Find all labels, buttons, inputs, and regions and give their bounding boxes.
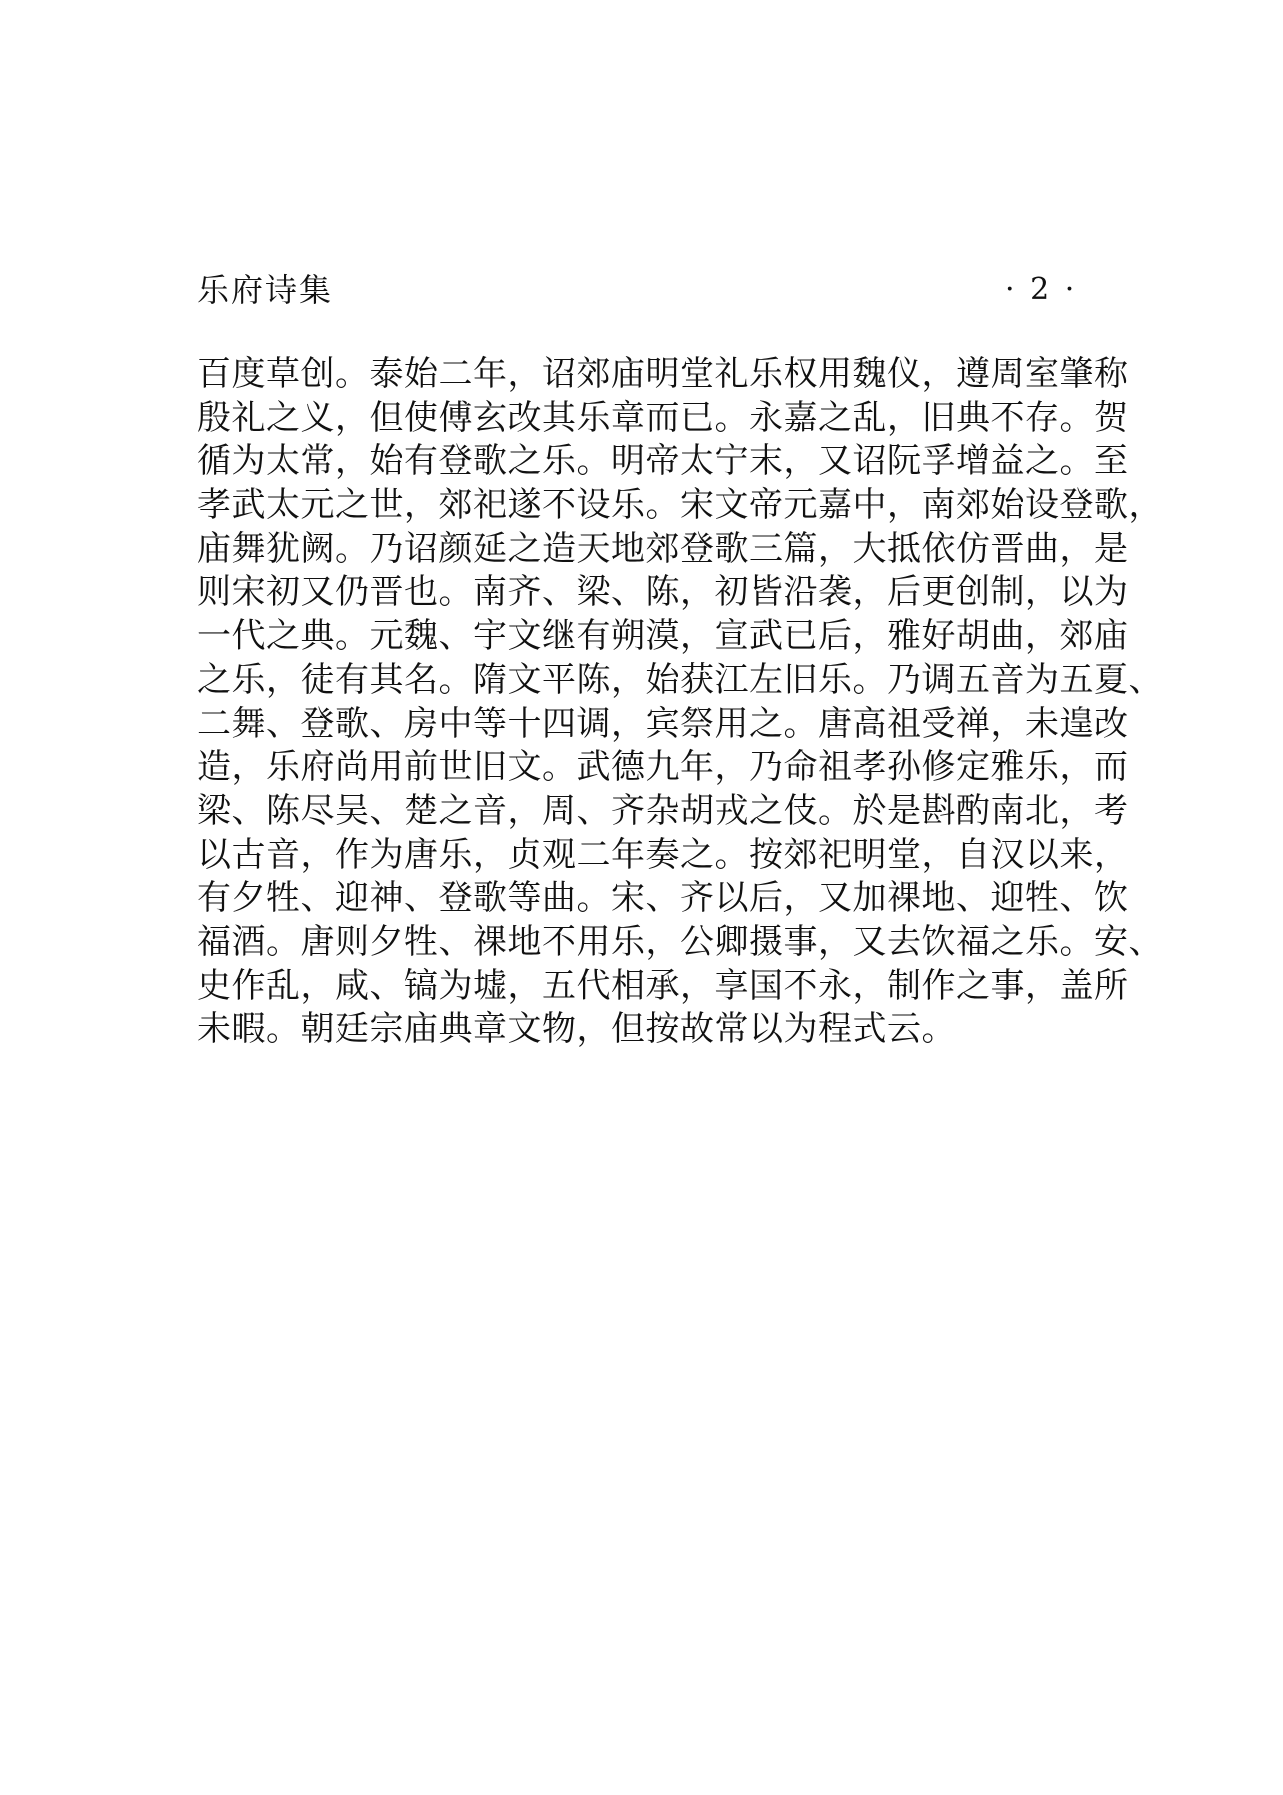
text-line: 有夕牲、迎神、登歌等曲。宋、齐以后，又加祼地、迎牲、饮 (197, 878, 1129, 919)
text-line: 之乐，徒有其名。隋文平陈，始获江左旧乐。乃调五音为五夏、 (197, 659, 1163, 700)
text-line: 造，乐府尚用前世旧文。武德九年，乃命祖孝孙修定雅乐，而 (197, 747, 1129, 788)
text-line: 庙舞犹阙。乃诏颜延之造天地郊登歌三篇，大抵依仿晋曲，是 (197, 528, 1129, 569)
text-line: 史作乱，咸、镐为墟，五代相承，享国不永，制作之事，盖所 (197, 965, 1129, 1006)
text-line: 循为太常，始有登歌之乐。明帝太宁末，又诏阮孚增益之。至 (197, 441, 1129, 482)
body-text (197, 353, 1163, 1052)
text-line: 福酒。唐则夕牲、祼地不用乐，公卿摄事，又去饮福之乐。安、 (197, 921, 1163, 962)
text-line: 以古音，作为唐乐，贞观二年奏之。按郊祀明堂，自汉以来， (197, 834, 1129, 875)
text-line: 梁、陈尽吴、楚之音，周、齐杂胡戎之伎。於是斟酌南北，考 (197, 790, 1129, 831)
running-head-title: 乐府诗集 (197, 271, 334, 309)
page-number: · 2 · (1005, 272, 1078, 307)
text-line: 一代之典。元魏、宇文继有朔漠，宣武已后，雅好胡曲，郊庙 (197, 616, 1129, 657)
text-line: 殷礼之义，但使傅玄改其乐章而已。永嘉之乱，旧典不存。贺 (197, 397, 1129, 438)
text-line: 则宋初又仍晋也。南齐、梁、陈，初皆沿袭，后更创制，以为 (197, 572, 1129, 613)
text-line: 未暇。朝廷宗庙典章文物，但按故常以为程式云。 (197, 1009, 956, 1050)
text-line: 百度草创。泰始二年，诏郊庙明堂礼乐权用魏仪，遵周室肇称 (197, 354, 1129, 394)
text-line: 二舞、登歌、房中等十四调，宾祭用之。唐高祖受禅，未遑改 (197, 703, 1129, 744)
text-line: 孝武太元之世，郊祀遂不设乐。宋文帝元嘉中，南郊始设登歌， (197, 485, 1163, 526)
